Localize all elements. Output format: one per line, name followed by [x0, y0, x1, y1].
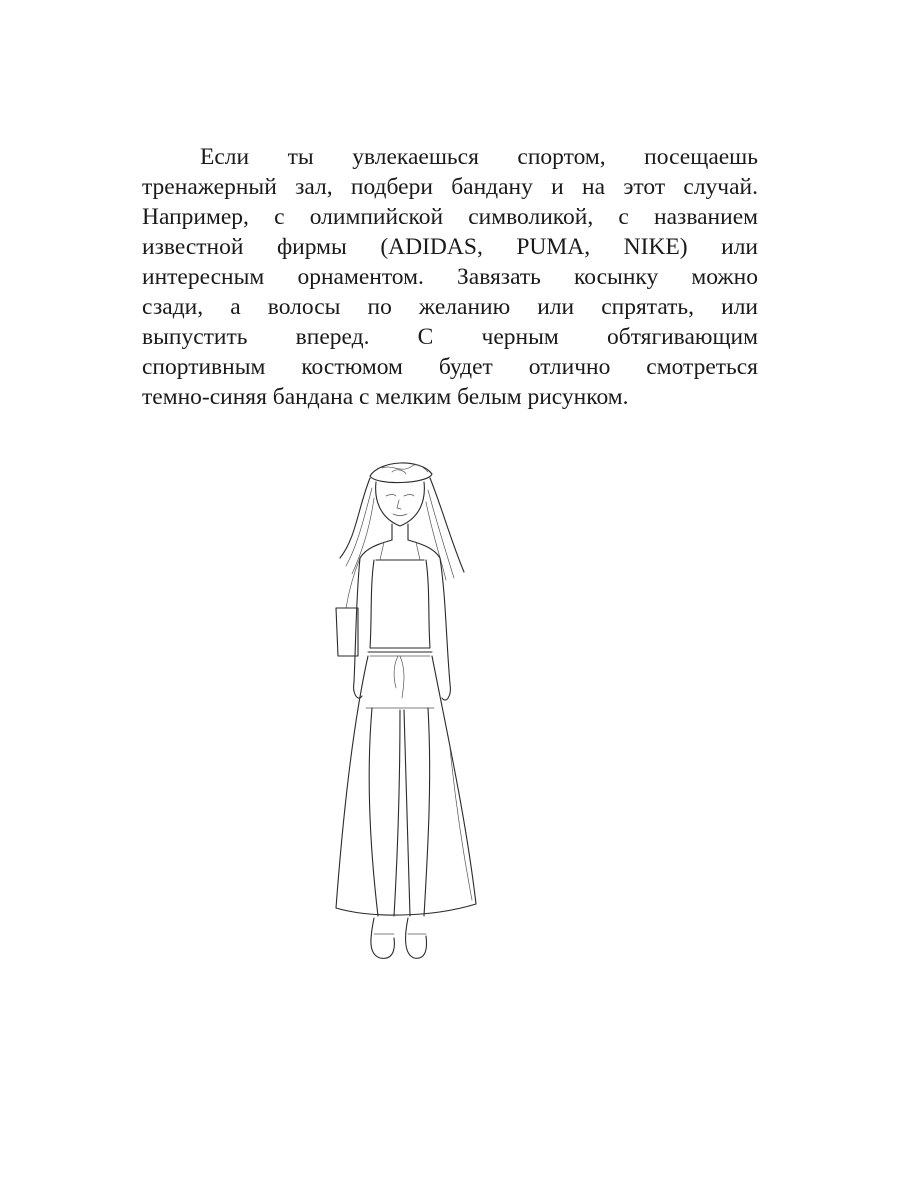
paragraph-line: Например, с олимпийской символикой, с названием — [142, 204, 758, 230]
body-paragraph — [142, 142, 758, 412]
fashion-sketch-svg — [300, 448, 500, 978]
paragraph-line: интересным орнаментом. Завязать косынку можно — [142, 264, 758, 290]
paragraph-line: сзади, а волосы по желанию или спрятать, или — [142, 294, 758, 320]
paragraph-line: спортивным костюмом будет отлично смотреться — [142, 354, 758, 380]
fashion-sketch-illustration — [300, 448, 500, 978]
paragraph-line: тренажерный зал, подбери бандану и на этот случай. — [142, 174, 758, 200]
paragraph-line: выпустить вперед. С черным обтягивающим — [142, 324, 758, 350]
paragraph-line: Если ты увлекаешься спортом, посещаешь — [200, 144, 758, 170]
paragraph-line: известной фирмы (ADIDAS, PUMA, NIKE) или — [142, 234, 758, 260]
paragraph-line: темно-синяя бандана с мелким белым рисунком. — [142, 384, 629, 410]
